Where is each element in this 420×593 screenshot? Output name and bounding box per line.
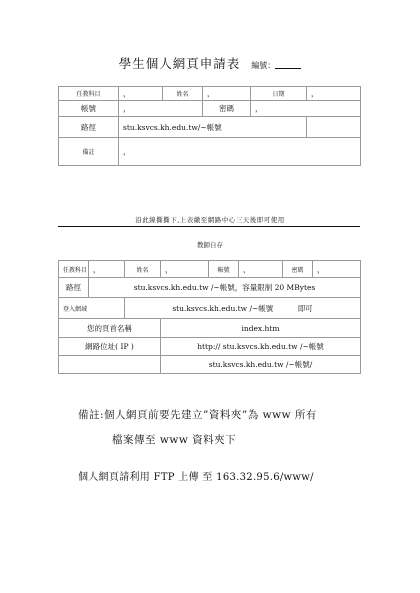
homepage-name-value: index.htm xyxy=(161,319,361,338)
account-field[interactable]: ， xyxy=(119,101,203,117)
copy-account-label: 帳號 xyxy=(209,261,239,278)
password-field[interactable]: ， xyxy=(251,101,361,117)
form-title xyxy=(0,54,420,72)
copy-path-label: 路徑 xyxy=(59,278,89,298)
homepage-name-label: 您的頁首名稱 xyxy=(59,319,161,338)
login-domain-text: stu.ksvcs.kh.edu.tw /~帳號 xyxy=(172,303,274,313)
path-extra-cell xyxy=(307,117,361,138)
account-label: 帳號 xyxy=(59,101,119,117)
url-label: 網路位址( IP ) xyxy=(59,338,161,356)
copy-account-field[interactable]: ， xyxy=(239,261,283,278)
login-domain-label: 登入網域 xyxy=(59,298,125,319)
url-value-1: http:// stu.ksvcs.kh.edu.tw /~帳號 xyxy=(161,338,361,356)
remark-field[interactable]: ， xyxy=(119,138,361,166)
application-table xyxy=(58,86,361,166)
copy-teacher-subject-field[interactable]: ， xyxy=(89,261,125,278)
remark-label: 備註 xyxy=(59,138,119,166)
cut-instruction: 沿此線撕撕下,上表繳至網路中心三天後即可使用 xyxy=(135,216,285,224)
login-domain-suffix: 即可 xyxy=(297,303,313,313)
url-value-2: stu.ksvcs.kh.edu.tw /~帳號/ xyxy=(161,356,361,374)
login-domain-value xyxy=(125,298,361,319)
number-label: 編號： xyxy=(251,61,276,70)
url-label-cont xyxy=(59,356,161,374)
note-line-2: 檔案傳至 www 資料夾下 xyxy=(112,434,237,446)
copy-password-field[interactable]: ， xyxy=(313,261,361,278)
date-field[interactable]: ， xyxy=(307,87,361,101)
copy-password-label: 密碼 xyxy=(283,261,313,278)
name-field[interactable]: ， xyxy=(203,87,251,101)
title-text: 學生個人網頁申請表 xyxy=(118,56,241,71)
path-value: stu.ksvcs.kh.edu.tw/~帳號 xyxy=(119,117,307,138)
path-label: 路徑 xyxy=(59,117,119,138)
note-line-1: 備註:個人網頁前要先建立”資料夾”為 www 所有 xyxy=(78,409,317,421)
copy-path-value: stu.ksvcs.kh.edu.tw /~帳號，容量限制 20 MBytes xyxy=(89,278,361,298)
number-blank[interactable] xyxy=(275,59,301,69)
teacher-subject-field[interactable]: ， xyxy=(119,87,163,101)
cut-line xyxy=(58,226,360,227)
copy-name-field[interactable]: ， xyxy=(161,261,209,278)
password-label: 密碼 xyxy=(203,101,251,117)
teacher-subject-label: 任教科目 xyxy=(59,87,119,101)
date-label: 日期 xyxy=(251,87,307,101)
teacher-copy-table xyxy=(58,260,361,374)
name-label: 姓名 xyxy=(163,87,203,101)
note-line-3: 個人網頁請利用 FTP 上傳 至 163.32.95.6/www/ xyxy=(78,472,314,483)
copy-teacher-subject-label: 任教科目 xyxy=(59,261,89,278)
teacher-keep-label: 教師自存 xyxy=(197,241,223,249)
copy-name-label: 姓名 xyxy=(125,261,161,278)
